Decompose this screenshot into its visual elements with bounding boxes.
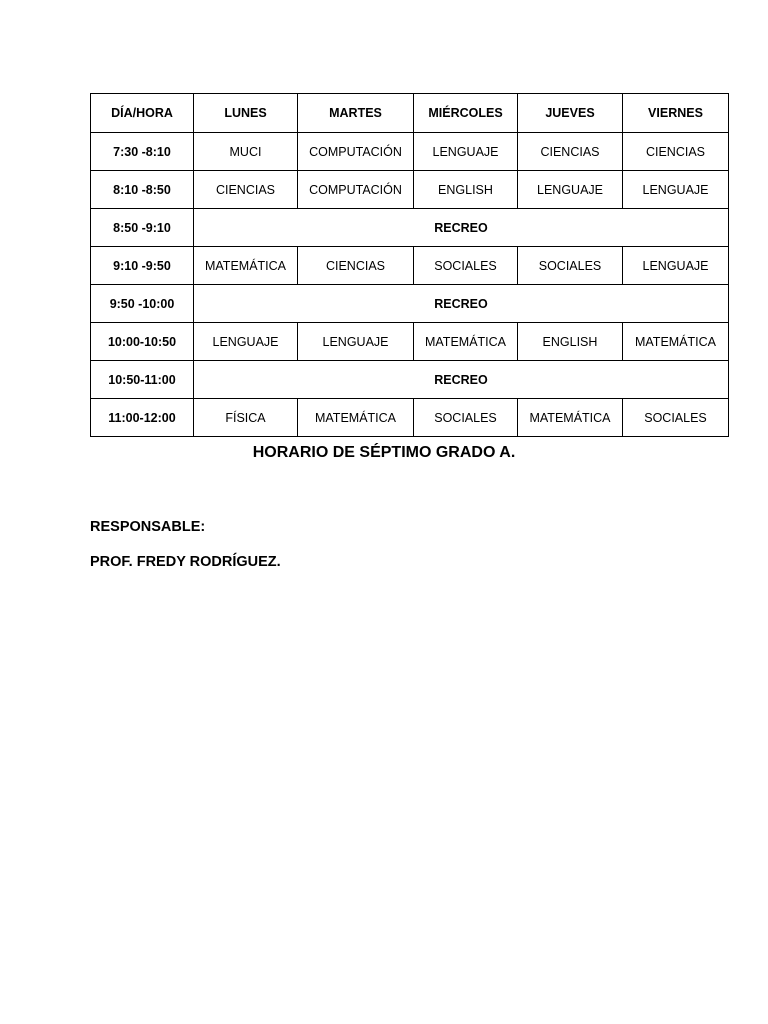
- time-cell: 9:50 -10:00: [91, 285, 194, 323]
- subject-cell: LENGUAJE: [194, 323, 298, 361]
- table-row: [91, 323, 729, 361]
- subject-cell: CIENCIAS: [194, 171, 298, 209]
- time-cell: 8:50 -9:10: [91, 209, 194, 247]
- subject-cell: LENGUAJE: [298, 323, 414, 361]
- subject-cell: LENGUAJE: [623, 171, 729, 209]
- schedule-body: [91, 133, 729, 437]
- subject-cell: CIENCIAS: [623, 133, 729, 171]
- responsible-name: PROF. FREDY RODRÍGUEZ.: [90, 554, 281, 570]
- subject-cell: LENGUAJE: [414, 133, 518, 171]
- schedule-table: [90, 93, 729, 437]
- time-cell: 9:10 -9:50: [91, 247, 194, 285]
- subject-cell: COMPUTACIÓN: [298, 133, 414, 171]
- subject-cell: LENGUAJE: [623, 247, 729, 285]
- break-cell: RECREO: [194, 361, 729, 399]
- header-wednesday: MIÉRCOLES: [414, 94, 518, 133]
- time-cell: 10:00-10:50: [91, 323, 194, 361]
- time-cell: 11:00-12:00: [91, 399, 194, 437]
- subject-cell: SOCIALES: [518, 247, 623, 285]
- subject-cell: SOCIALES: [414, 399, 518, 437]
- time-cell: 10:50-11:00: [91, 361, 194, 399]
- subject-cell: MATEMÁTICA: [298, 399, 414, 437]
- header-friday: VIERNES: [623, 94, 729, 133]
- subject-cell: MATEMÁTICA: [518, 399, 623, 437]
- subject-cell: SOCIALES: [623, 399, 729, 437]
- header-monday: LUNES: [194, 94, 298, 133]
- break-cell: RECREO: [194, 209, 729, 247]
- header-day-hour: DÍA/HORA: [91, 94, 194, 133]
- subject-cell: MATEMÁTICA: [623, 323, 729, 361]
- subject-cell: CIENCIAS: [298, 247, 414, 285]
- subject-cell: CIENCIAS: [518, 133, 623, 171]
- subject-cell: ENGLISH: [518, 323, 623, 361]
- break-cell: RECREO: [194, 285, 729, 323]
- subject-cell: ENGLISH: [414, 171, 518, 209]
- subject-cell: LENGUAJE: [518, 171, 623, 209]
- subject-cell: MATEMÁTICA: [194, 247, 298, 285]
- table-row: [91, 285, 729, 323]
- time-cell: 7:30 -8:10: [91, 133, 194, 171]
- subject-cell: SOCIALES: [414, 247, 518, 285]
- responsible-label: RESPONSABLE:: [90, 519, 206, 535]
- table-row: [91, 361, 729, 399]
- table-row: [91, 171, 729, 209]
- subject-cell: MUCI: [194, 133, 298, 171]
- schedule-caption: HORARIO DE SÉPTIMO GRADO A.: [252, 444, 516, 461]
- subject-cell: MATEMÁTICA: [414, 323, 518, 361]
- subject-cell: COMPUTACIÓN: [298, 171, 414, 209]
- header-tuesday: MARTES: [298, 94, 414, 133]
- table-row: [91, 247, 729, 285]
- header-thursday: JUEVES: [518, 94, 623, 133]
- table-row: [91, 209, 729, 247]
- table-row: [91, 133, 729, 171]
- table-row: [91, 399, 729, 437]
- subject-cell: FÍSICA: [194, 399, 298, 437]
- header-row: [91, 94, 729, 133]
- schedule-header: [91, 94, 729, 133]
- time-cell: 8:10 -8:50: [91, 171, 194, 209]
